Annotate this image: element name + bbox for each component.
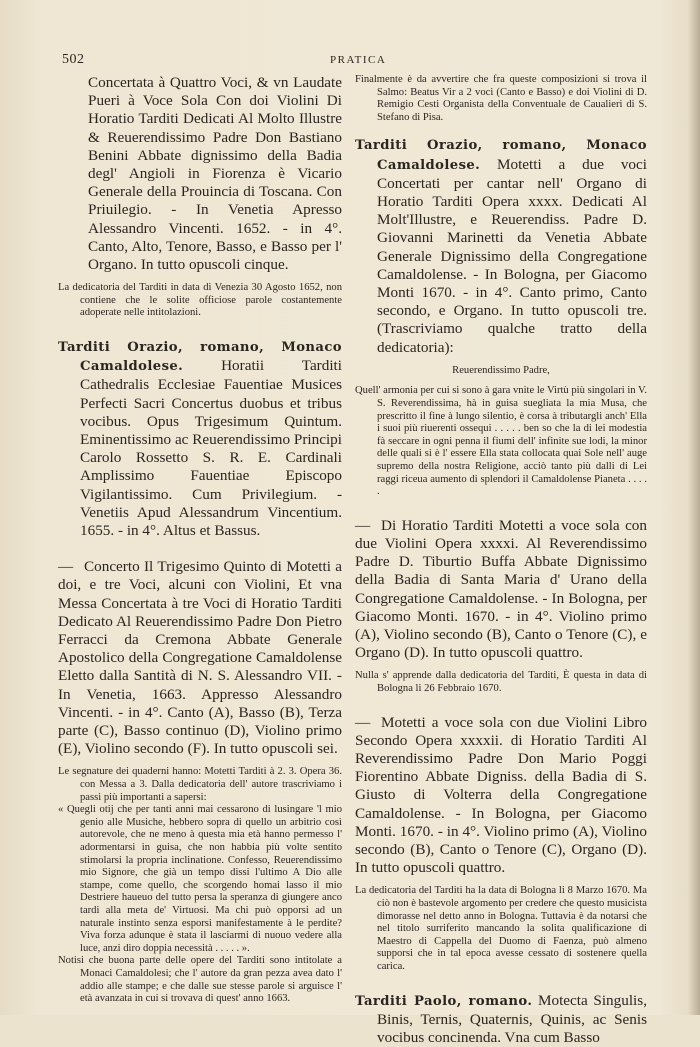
entry-text: Motetti a voce sola con due Violini Libro Secondo Opera xxxxii. di Horatio Tarditi Al Reverendissimo Padre Don Mario Poggi Fiorentino Abbate Digniss. della Badia di S. Giusto di Volterra della Congregatione Camaldolense. - In Bologna, per Giacomo Monti. 1670. - in 4°. Violino primo (A), Violino secondo (B), Canto o Tenore (C), Organo (D). In tutto opuscoli quattro.: [355, 713, 647, 877]
bibliographic-note: Finalmente è da avvertire che fra queste composizioni si trova il Salmo: Beatus Vir a 2 voci (Canto e Basso) e doi Violini di D. Remigio Cesti Organista della Conventuale de Caualieri di S. Stefano di Pisa.: [355, 74, 647, 123]
page-number: 502: [62, 52, 85, 67]
entry-text: Motetti a due voci Concertati per cantar nell' Organo di Horatio Tarditi Opera xxxx. Dedicati Al Molt'Illustre, e Reuerendiss. Padre D. Giovanni Marinetti da Venetia Abbate Generale Dignissimo della Congregatione Camaldolense. - In Bologna, per Giacomo Monti 1670. - in 4°. Canto primo, Canto secondo, e Organo. In tutto opuscoli tre. (Trascriviamo qualche tratto della dedicatoria):: [377, 155, 647, 356]
bibliographic-note: Nulla s' apprende dalla dedicatoria del Tarditi, È questa in data di Bologna li 26 Febbraio 1670.: [355, 670, 647, 694]
entry-text: Concerto Il Trigesimo Quinto di Motetti a doi, e tre Voci, alcuni con Violini, Et vna Messa Concertata à tre Voci di Horatio Tarditi Dedicato Al Reuerendissimo Padre Don Pietro Ferracci da Cremona Abbate Generale Apostolico della Congregatione Camaldolense Eletto dalla Santità di N. S. Alessandro VII. - In Venetia, 1663. Appresso Alessandro Vincenti. - in 4°. Canto (A), Basso (B), Terza parte (C), Basso continuo (D), Violino primo (E), Violino secondo (F). In tutto opuscoli sei.: [58, 558, 342, 758]
running-title: PRATICA: [330, 54, 387, 66]
dedication-quote: Quell' armonia per cui si sono à gara vnite le Virtù più singolari in V. S. Reverendissima, hà in guisa suegliata la mia Musa, che prescritto il fine à lungo silentio, è corsa à tributargli anch' Ella i suoi più riuerenti ossequi . . . . . ben so che la di lei modestia fà seccare in ogni penna il fiumi dell' infinite sue lodi, la minor delle quali si è l' essere Ella stata collocata quai Sole nell' auge supremo della nostra Religione, acciò tanto più dalli di Lei raggi riceua aumento di splendori il Camaldolense Pianeta . . . . .: [355, 385, 647, 498]
entry-text: Motecta Singulis, Binis, Ternis, Quaternis, Quinis, ac Senis vocibus concinenda. Vna cum Basso: [377, 991, 647, 1046]
catalog-entry: [58, 338, 342, 540]
bibliographic-note: Le segnature dei quaderni hanno: Motetti Tarditi à 2. 3. Opera 36. con Messa a 3. Dalla dedicatoria dell' autore trascriviamo i passi più importanti a sapersi:: [58, 766, 342, 803]
entry-text: Di Horatio Tarditi Motetti a voce sola con due Violini Opera xxxxi. Al Reverendissimo Padre D. Tiburtio Buffa Abbate Dignissimo della Badia di Santa Maria d' Urano della Congregatione Camaldolense. - In Bologna, per Giacomo Monti. 1670. - in 4°. Violino primo (A), Violino secondo (B), Canto o Tenore (C), e Organo (D). In tutto opuscoli quattro.: [355, 516, 647, 662]
dash-mark: —: [355, 516, 371, 534]
catalog-entry: [355, 992, 647, 1047]
entry-heading: Tarditi Orazio, romano, Monaco Camaldolese.: [58, 340, 342, 375]
dash-mark: —: [355, 713, 371, 731]
entry-heading: Tarditi Orazio, romano, Monaco Camaldolese.: [355, 138, 647, 173]
entry-text: Horatii Tarditi Cathedralis Ecclesiae Fauentiae Musices Perfecti Sacri Concertus duobus et tribus vocibus. Opus Trigesimum Quintum. Eminentissimo ac Reuerendissimo Principi Carolo Rossetto S. R. E. Cardinali Amplissimo Fauentiae Episcopo Vigilantissimo. Cum Privilegium. - Venetiis Apud Alessandrum Vincentium. 1655. - in 4°. Altus et Bassus.: [80, 357, 342, 540]
left-column: [58, 74, 342, 1006]
entry-heading: Tarditi Paolo, romano.: [355, 993, 533, 1009]
dedication-quote: « Quegli otij che per tanti anni mai cessarono di lusingare 'l mio genio alle Musiche, hebbero sopra di quello un arbitrio così autorevole, che ne meno à questa mia età hanno permesso l' adormentarsi in guisa, che non habbia più volte sentito stimolarsi la propria inclinatione. Confesso, Reuerendissimo mio Signore, che già un tempo dissi l'ultimo A Dio alle stampe, come quello, che scorgendo homai lasso il mio Destriere haueuo del tutto persa la speranza di giungere anco tardi alla meta de' Virtuosi. Ma chi può opporsi ad un naturale instinto senza esporsi manifestamente à le perdite? Viva forza adunque è stata il lasciarmi di nuouo vedere alla luce, anzi diro doppia necessità . . . . . ».: [58, 804, 342, 954]
bibliographic-note: Notisi che buona parte delle opere del Tarditi sono intitolate a Monaci Camaldolesi; che l' autore da gran pezza avea dato l' addio alle stampe; e che dalle sue stesse parole si arguisce l' età avanzata in cui si trovava di quest' anno 1663.: [58, 955, 342, 1005]
bibliographic-note: La dedicatoria del Tarditi ha la data di Bologna li 8 Marzo 1670. Ma ciò non è bastevole argomento per credere che questo musicista dimorasse nel detto anno in Bologna. Tuttavia è da notarsi che nel titolo surriferito mancando la solita qualificazione di Maestro di Cappella del Duomo di Faenza, può almeno supporsi che in tal epoca avesse cessato di sostenere quella carica.: [355, 885, 647, 972]
right-column: [355, 74, 647, 1047]
catalog-entry: [355, 517, 647, 663]
salutation: Reuerendissimo Padre,: [452, 364, 550, 376]
catalog-entry: [355, 136, 647, 356]
catalog-entry: [58, 558, 342, 758]
bibliographic-note: La dedicatoria del Tarditi in data di Venezia 30 Agosto 1652, non contiene che le solite officiose parole costantemente adoperate nelle intitolazioni.: [58, 282, 342, 319]
entry-continuation: Concertata à Quattro Voci, & vn Laudate Pueri à Voce Sola Con doi Violini Di Horatio Tarditi Dedicati Al Molto Illustre & Reuerendissimo Padre Don Bastiano Benini Abbate dignissimo della Badia degl' Angioli in Fiorenza è Vicario Generale della Prouincia di Toscana. Con Priuilegio. - In Venetia Apresso Alessandro Vincenti. 1652. - in 4°. Canto, Alto, Tenore, Basso, e Basso per l' Organo. In tutto opuscoli cinque.: [88, 74, 342, 274]
dash-mark: —: [58, 558, 74, 576]
catalog-entry: [355, 714, 647, 878]
